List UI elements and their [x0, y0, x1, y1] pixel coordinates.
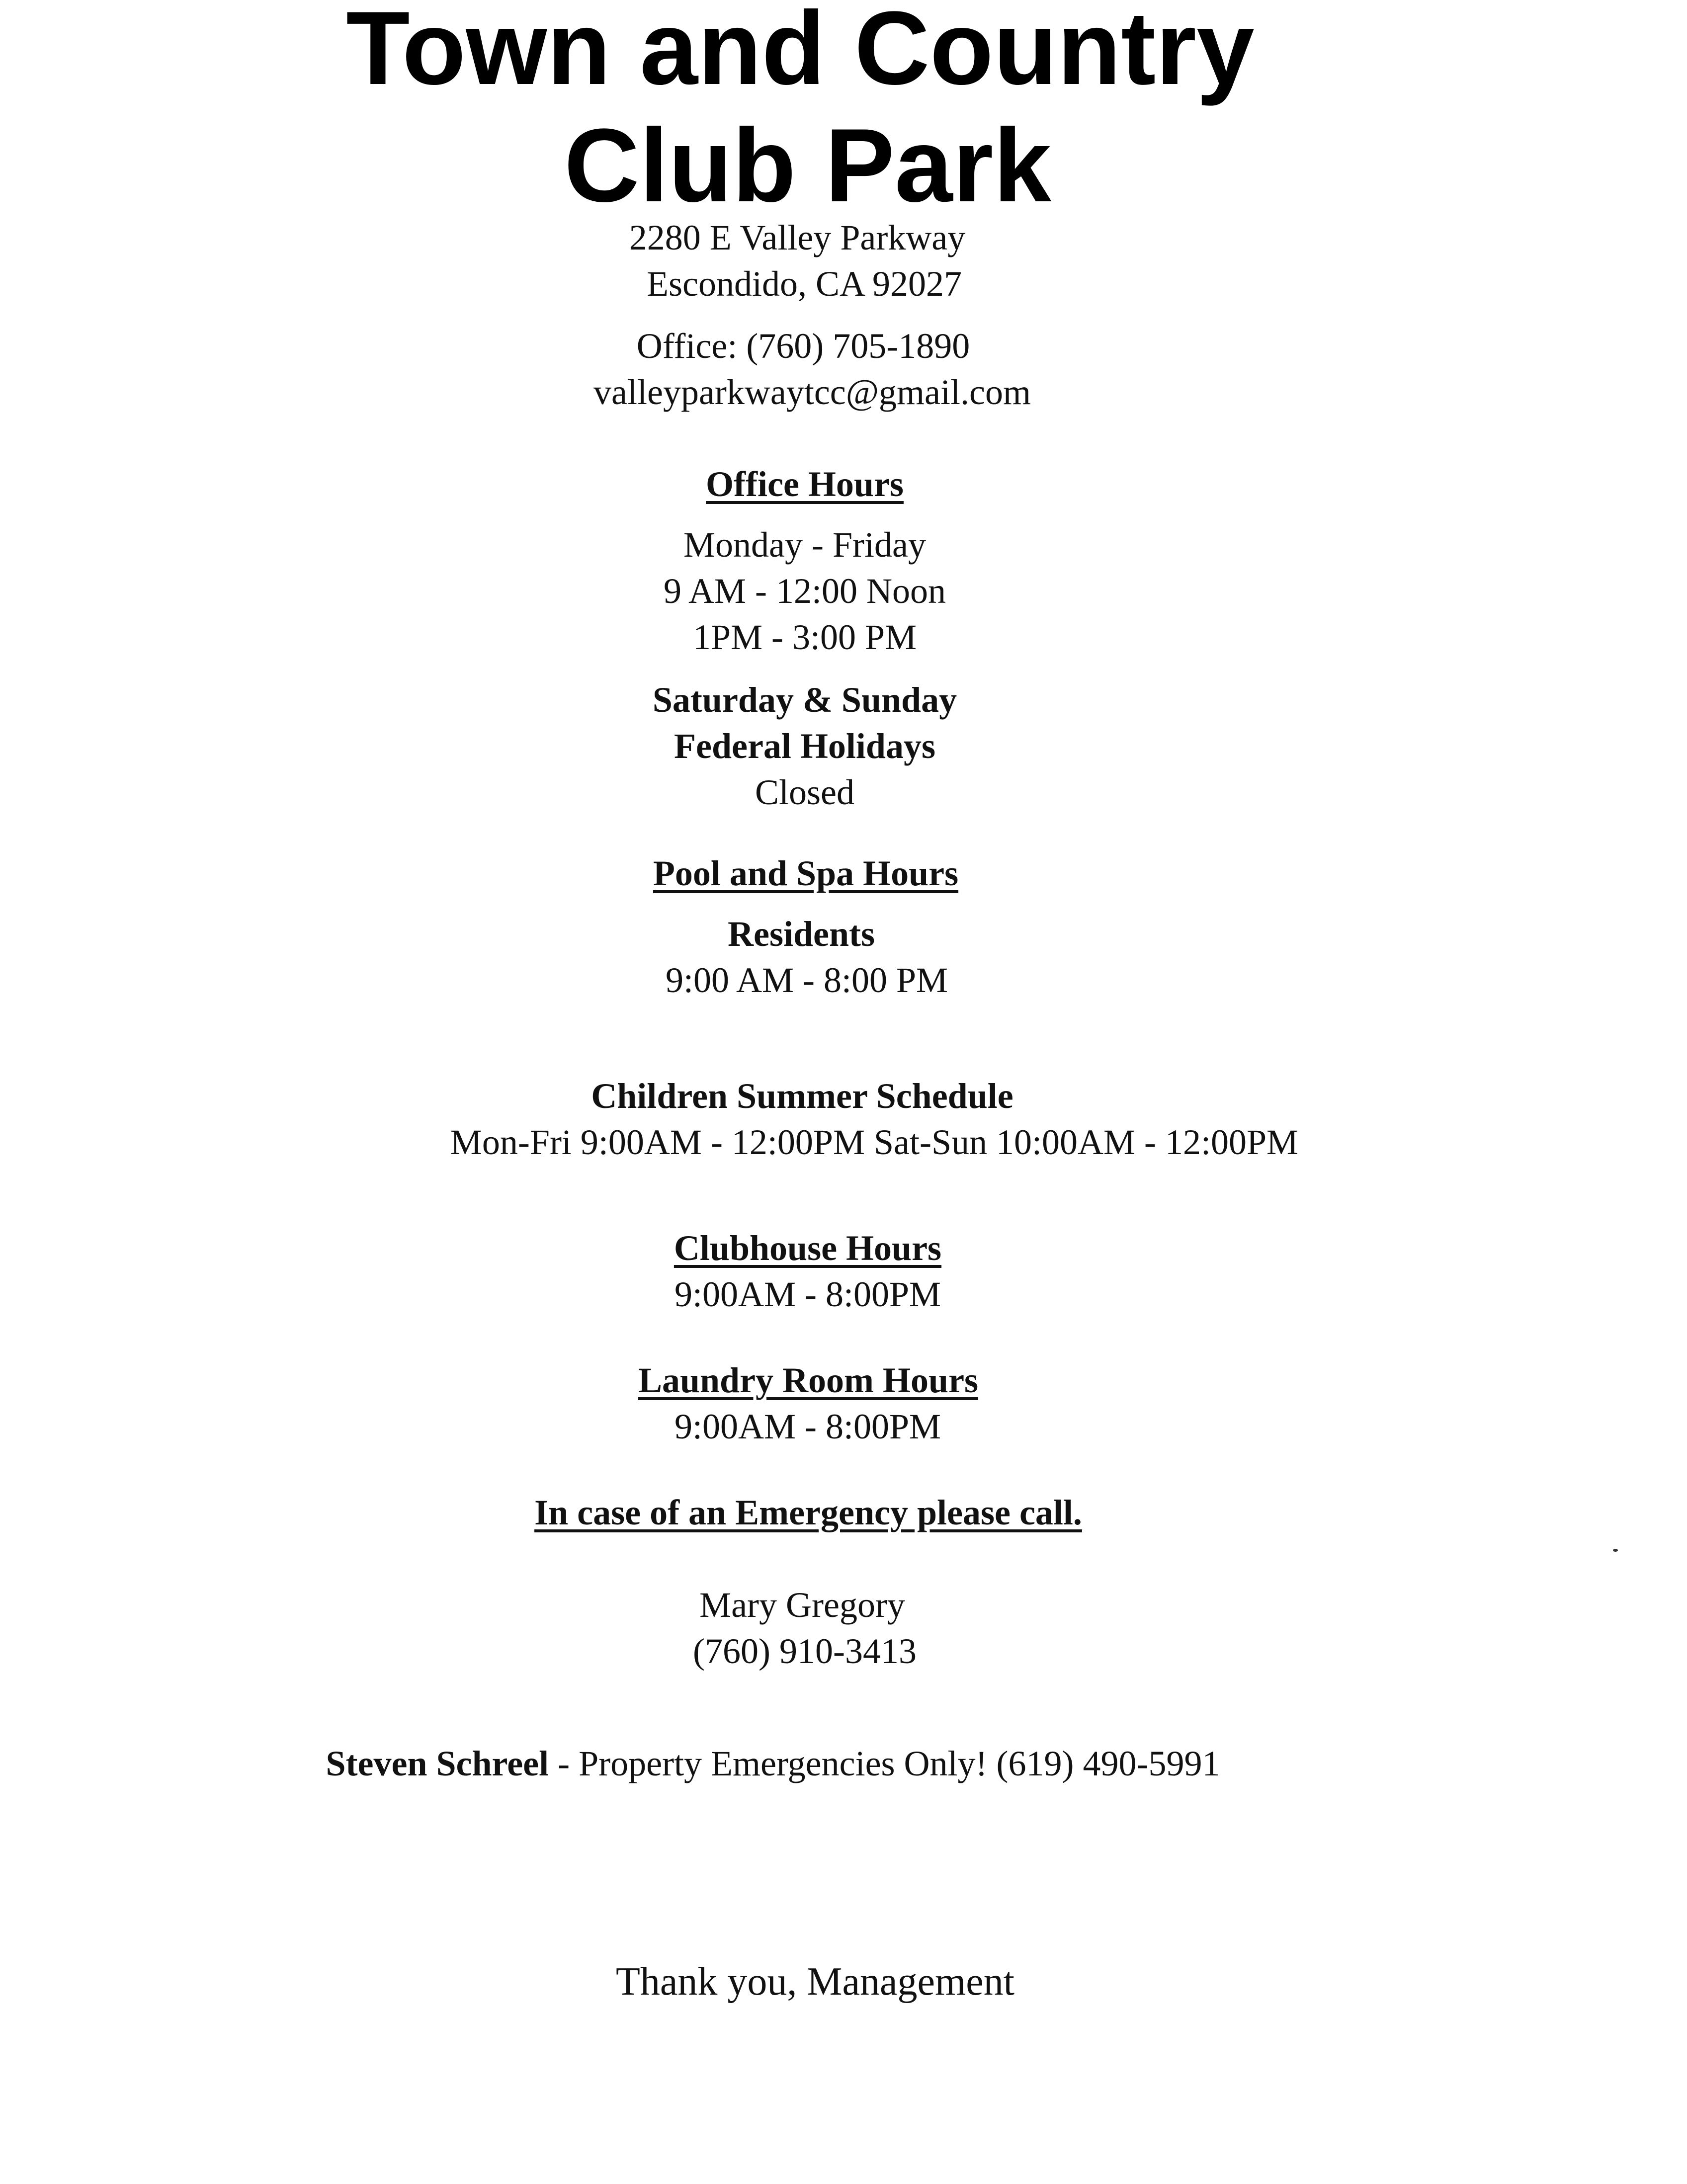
- laundry-hours: 9:00AM - 8:00PM: [674, 1407, 941, 1446]
- title-line-2: Club Park: [564, 107, 1052, 224]
- children-schedule-label: Children Summer Schedule: [591, 1076, 1013, 1116]
- emergency-heading: In case of an Emergency please call.: [534, 1493, 1082, 1532]
- pool-residents-label: Residents: [727, 914, 875, 954]
- property-emergency-line: [326, 1746, 1220, 1781]
- pool-residents-hours: 9:00 AM - 8:00 PM: [665, 960, 948, 1000]
- office-hours-weekend: Saturday & Sunday: [652, 680, 957, 720]
- signoff: Thank you, Management: [616, 1960, 1014, 2004]
- clubhouse-hours: 9:00AM - 8:00PM: [674, 1274, 941, 1314]
- pool-spa-heading: Pool and Spa Hours: [653, 853, 959, 893]
- office-hours-days: Monday - Friday: [683, 525, 926, 565]
- address-line-2: Escondido, CA 92027: [646, 264, 962, 304]
- office-hours-holidays: Federal Holidays: [674, 726, 935, 766]
- laundry-heading: Laundry Room Hours: [638, 1360, 979, 1400]
- office-hours-morning: 9 AM - 12:00 Noon: [663, 571, 946, 611]
- office-hours-closed: Closed: [755, 772, 854, 812]
- title-line-1: Town and Country: [346, 0, 1255, 106]
- office-hours-heading: Office Hours: [706, 464, 904, 504]
- email-address: valleyparkwaytcc@gmail.com: [593, 372, 1031, 412]
- office-hours-afternoon: 1PM - 3:00 PM: [692, 617, 917, 657]
- clubhouse-heading: Clubhouse Hours: [674, 1228, 942, 1268]
- property-contact-detail: - Property Emergencies Only! (619) 490-5991: [549, 1744, 1220, 1783]
- address-line-1: 2280 E Valley Parkway: [629, 218, 966, 257]
- emergency-contact-phone: (760) 910-3413: [693, 1631, 917, 1671]
- emergency-contact-name: Mary Gregory: [699, 1585, 905, 1625]
- scan-speck: [1613, 1549, 1618, 1552]
- property-contact-name: Steven Schreel: [326, 1744, 549, 1783]
- office-phone: Office: (760) 705-1890: [636, 326, 970, 366]
- children-schedule-hours: Mon-Fri 9:00AM - 12:00PM Sat-Sun 10:00AM - 12:00PM: [450, 1122, 1299, 1162]
